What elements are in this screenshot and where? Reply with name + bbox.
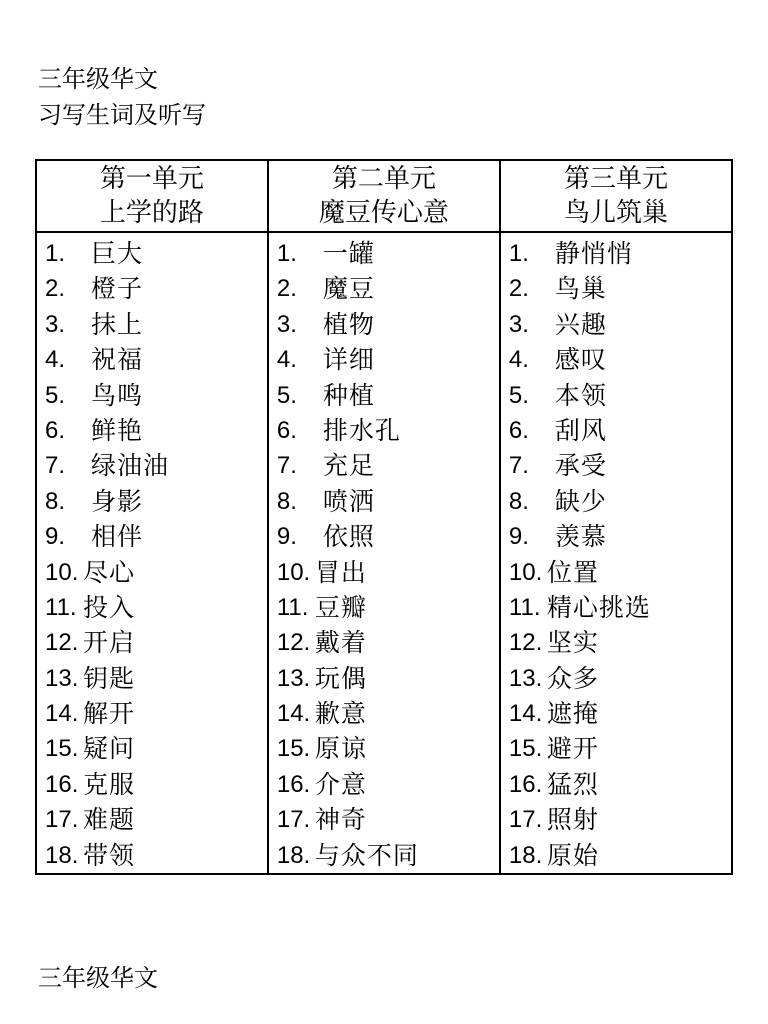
list-item bbox=[509, 802, 731, 837]
list-item bbox=[509, 661, 731, 696]
item-number: 18. bbox=[45, 841, 79, 869]
item-number: 5. bbox=[276, 381, 297, 409]
item-number: 18. bbox=[508, 841, 543, 869]
vocab-word: 戴着 bbox=[314, 628, 367, 658]
list-item bbox=[277, 661, 499, 696]
item-number: 9. bbox=[45, 523, 66, 551]
list-item bbox=[509, 307, 731, 342]
vocab-word: 相伴 bbox=[91, 522, 144, 552]
vocab-word: 原谅 bbox=[314, 734, 367, 764]
list-item bbox=[509, 342, 731, 377]
item-number: 18. bbox=[276, 841, 311, 869]
item-number: 7. bbox=[45, 452, 66, 480]
vocab-word: 羡慕 bbox=[554, 522, 607, 552]
list-item bbox=[277, 802, 499, 837]
vocab-word: 鲜艳 bbox=[91, 415, 144, 445]
item-number: 13. bbox=[45, 664, 79, 692]
item-number: 7. bbox=[508, 452, 529, 480]
vocab-word: 喷洒 bbox=[322, 486, 375, 516]
vocab-word: 开启 bbox=[83, 628, 136, 658]
list-item bbox=[277, 838, 499, 873]
item-number: 4. bbox=[45, 346, 66, 374]
item-number: 16. bbox=[45, 770, 79, 798]
item-number: 3. bbox=[276, 310, 297, 338]
item-number: 13. bbox=[508, 664, 543, 692]
list-item bbox=[277, 413, 499, 448]
vocab-word: 鸟鸣 bbox=[91, 380, 144, 410]
vocab-word: 依照 bbox=[322, 522, 375, 552]
vocab-word: 玩偶 bbox=[314, 663, 367, 693]
vocab-word: 身影 bbox=[91, 486, 144, 516]
vocab-word: 感叹 bbox=[554, 345, 607, 375]
list-item bbox=[277, 236, 499, 271]
list-item bbox=[509, 484, 731, 519]
item-number: 2. bbox=[508, 275, 529, 303]
vocab-word: 绿油油 bbox=[91, 451, 170, 481]
item-number: 6. bbox=[276, 416, 297, 444]
table-body-row bbox=[36, 232, 732, 874]
item-number: 1. bbox=[45, 240, 66, 267]
list-item bbox=[509, 767, 731, 802]
vocab-word: 坚实 bbox=[546, 628, 599, 658]
footer-title: 三年级华文 bbox=[38, 964, 158, 992]
lesson-title: 上学的路 bbox=[99, 198, 204, 228]
vocab-word: 众多 bbox=[546, 663, 599, 693]
vocab-word: 承受 bbox=[554, 451, 607, 481]
list-item bbox=[45, 413, 267, 448]
list-item bbox=[277, 696, 499, 731]
vocab-word: 种植 bbox=[322, 380, 375, 410]
item-number: 8. bbox=[508, 487, 529, 515]
list-item bbox=[277, 378, 499, 413]
list-item bbox=[509, 555, 731, 590]
vocab-word: 魔豆 bbox=[322, 274, 375, 304]
item-number: 17. bbox=[276, 806, 311, 834]
item-number: 15. bbox=[508, 735, 543, 763]
list-item bbox=[45, 519, 267, 554]
vocab-word: 位置 bbox=[546, 557, 599, 587]
vocab-word: 疑问 bbox=[83, 734, 136, 764]
vocab-word: 缺少 bbox=[554, 486, 607, 516]
page-subtitle: 习写生词及听写 bbox=[38, 101, 206, 129]
list-item bbox=[509, 271, 731, 306]
list-item bbox=[45, 767, 267, 802]
list-item bbox=[277, 271, 499, 306]
list-item bbox=[45, 731, 267, 766]
word-list bbox=[277, 236, 499, 873]
vocab-word: 巨大 bbox=[91, 239, 144, 268]
list-item bbox=[45, 448, 267, 483]
word-column bbox=[268, 232, 500, 874]
list-item bbox=[45, 484, 267, 519]
list-item bbox=[277, 484, 499, 519]
vocab-word: 本领 bbox=[554, 380, 607, 410]
item-number: 16. bbox=[508, 770, 543, 798]
vocab-word: 刮风 bbox=[554, 415, 607, 445]
item-number: 6. bbox=[508, 416, 529, 444]
table-header-row bbox=[36, 160, 732, 232]
item-number: 1. bbox=[276, 240, 297, 267]
item-number: 9. bbox=[508, 523, 529, 551]
item-number: 13. bbox=[276, 664, 311, 692]
vocab-word: 详细 bbox=[322, 345, 375, 375]
item-number: 12. bbox=[276, 629, 311, 657]
vocab-word: 与众不同 bbox=[314, 840, 419, 870]
item-number: 8. bbox=[276, 487, 297, 515]
list-item bbox=[45, 307, 267, 342]
item-number: 14. bbox=[45, 700, 79, 728]
vocab-word: 鸟巢 bbox=[554, 274, 607, 304]
vocab-word: 尽心 bbox=[83, 557, 136, 587]
list-item bbox=[277, 519, 499, 554]
item-number: 10. bbox=[45, 558, 79, 586]
unit-label: 第一单元 bbox=[99, 164, 204, 194]
lesson-title: 鸟儿筑巢 bbox=[563, 198, 668, 228]
list-item bbox=[509, 731, 731, 766]
item-number: 17. bbox=[45, 806, 79, 834]
vocab-word: 充足 bbox=[322, 451, 375, 481]
vocab-word: 遮掩 bbox=[546, 699, 599, 729]
column-header bbox=[36, 160, 268, 232]
list-item bbox=[45, 378, 267, 413]
vocab-word: 投入 bbox=[83, 592, 136, 622]
list-item bbox=[45, 838, 267, 873]
vocab-word: 豆瓣 bbox=[314, 592, 367, 622]
item-number: 3. bbox=[45, 310, 66, 338]
vocab-word: 冒出 bbox=[314, 557, 367, 587]
vocab-word: 钥匙 bbox=[83, 663, 136, 693]
page-title: 三年级华文 bbox=[38, 65, 158, 93]
list-item bbox=[45, 342, 267, 377]
list-item bbox=[45, 236, 267, 271]
list-item bbox=[509, 696, 731, 731]
item-number: 7. bbox=[276, 452, 297, 480]
vocab-word: 猛烈 bbox=[546, 769, 599, 799]
list-item bbox=[277, 590, 499, 625]
unit-label: 第三单元 bbox=[563, 164, 668, 194]
vocabulary-table bbox=[35, 159, 733, 875]
vocab-word: 克服 bbox=[83, 769, 136, 799]
item-number: 4. bbox=[508, 346, 529, 374]
item-number: 10. bbox=[276, 558, 311, 586]
column-header bbox=[268, 160, 500, 232]
vocab-word: 解开 bbox=[83, 699, 136, 729]
list-item bbox=[45, 271, 267, 306]
list-item bbox=[277, 767, 499, 802]
item-number: 12. bbox=[508, 629, 543, 657]
vocab-word: 植物 bbox=[322, 309, 375, 339]
list-item bbox=[509, 378, 731, 413]
item-number: 8. bbox=[45, 487, 66, 515]
item-number: 3. bbox=[508, 310, 529, 338]
word-column bbox=[500, 232, 732, 874]
list-item bbox=[277, 448, 499, 483]
vocab-word: 橙子 bbox=[91, 274, 144, 304]
item-number: 1. bbox=[508, 240, 529, 267]
item-number: 14. bbox=[508, 700, 543, 728]
list-item bbox=[45, 625, 267, 660]
vocab-word: 静悄悄 bbox=[554, 239, 633, 268]
item-number: 11. bbox=[508, 593, 541, 621]
word-list bbox=[45, 236, 267, 873]
vocab-word: 一罐 bbox=[322, 239, 375, 268]
list-item bbox=[45, 661, 267, 696]
lesson-title: 魔豆传心意 bbox=[318, 198, 449, 228]
item-number: 6. bbox=[45, 416, 66, 444]
list-item bbox=[277, 342, 499, 377]
item-number: 2. bbox=[276, 275, 297, 303]
list-item bbox=[509, 838, 731, 873]
list-item bbox=[277, 731, 499, 766]
item-number: 5. bbox=[45, 381, 66, 409]
item-number: 11. bbox=[45, 593, 77, 621]
list-item bbox=[509, 448, 731, 483]
item-number: 5. bbox=[508, 381, 529, 409]
vocab-word: 精心挑选 bbox=[546, 592, 651, 622]
vocab-word: 难题 bbox=[83, 805, 136, 835]
list-item bbox=[45, 696, 267, 731]
list-item bbox=[277, 625, 499, 660]
list-item bbox=[509, 625, 731, 660]
item-number: 4. bbox=[276, 346, 297, 374]
item-number: 10. bbox=[508, 558, 543, 586]
list-item bbox=[45, 802, 267, 837]
vocab-word: 抹上 bbox=[91, 309, 144, 339]
list-item bbox=[509, 413, 731, 448]
item-number: 17. bbox=[508, 806, 543, 834]
list-item bbox=[277, 307, 499, 342]
vocab-word: 排水孔 bbox=[322, 415, 401, 445]
vocab-word: 兴趣 bbox=[554, 309, 607, 339]
vocab-word: 歉意 bbox=[314, 699, 367, 729]
list-item bbox=[509, 236, 731, 271]
vocab-word: 介意 bbox=[314, 769, 367, 799]
item-number: 15. bbox=[276, 735, 311, 763]
vocab-word: 神奇 bbox=[314, 805, 367, 835]
item-number: 11. bbox=[276, 593, 309, 621]
column-header bbox=[500, 160, 732, 232]
list-item bbox=[45, 590, 267, 625]
vocab-word: 原始 bbox=[546, 840, 599, 870]
item-number: 16. bbox=[276, 770, 311, 798]
word-column bbox=[36, 232, 268, 874]
list-item bbox=[45, 555, 267, 590]
item-number: 9. bbox=[276, 523, 297, 551]
item-number: 14. bbox=[276, 700, 311, 728]
word-list bbox=[509, 236, 731, 873]
item-number: 2. bbox=[45, 275, 66, 303]
vocab-word: 祝福 bbox=[91, 345, 144, 375]
vocab-word: 照射 bbox=[546, 805, 599, 835]
list-item bbox=[509, 590, 731, 625]
item-number: 15. bbox=[45, 735, 79, 763]
vocab-word: 避开 bbox=[546, 734, 599, 764]
vocab-word: 带领 bbox=[83, 840, 136, 870]
list-item bbox=[277, 555, 499, 590]
list-item bbox=[509, 519, 731, 554]
unit-label: 第二单元 bbox=[331, 164, 436, 194]
item-number: 12. bbox=[45, 629, 79, 657]
